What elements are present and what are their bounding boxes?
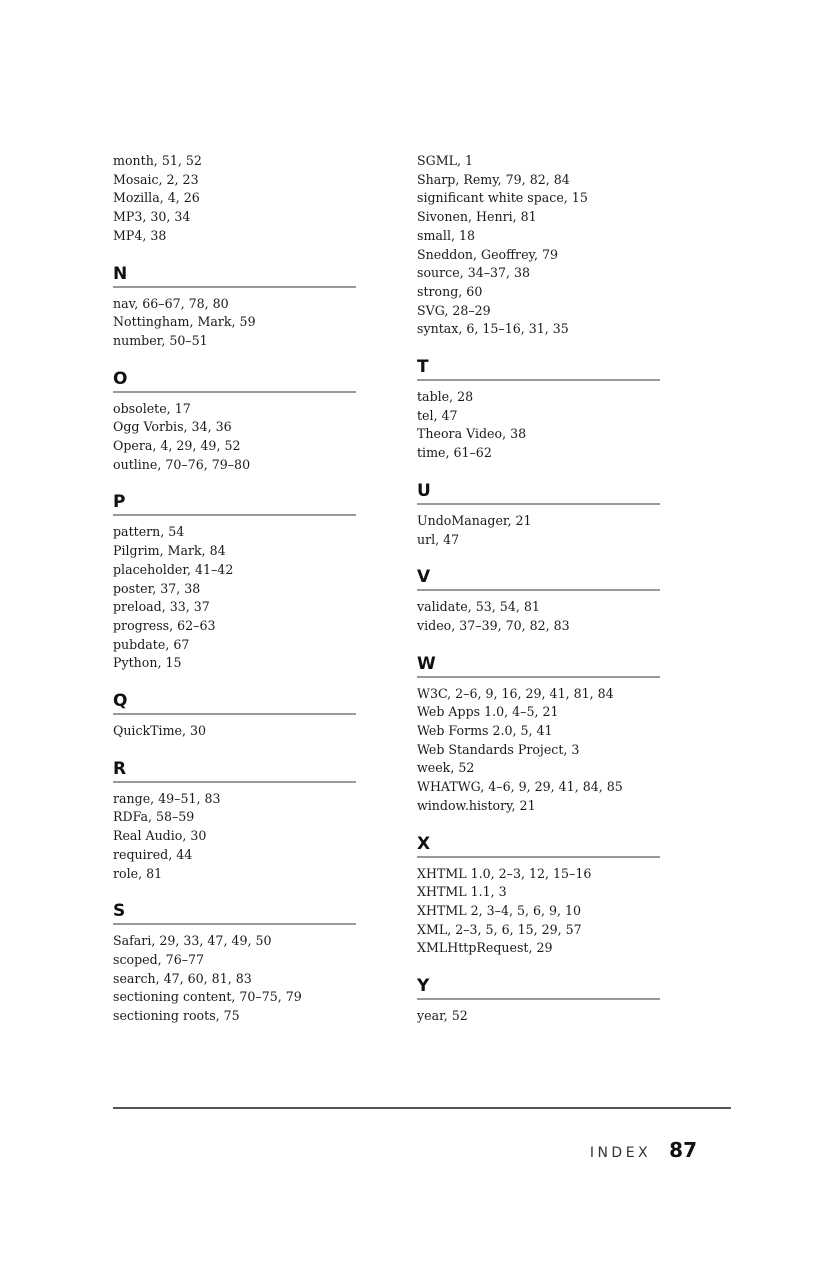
index-entry: SVG, 28–29 xyxy=(417,302,491,318)
index-entry: XML, 2–3, 5, 6, 15, 29, 57 xyxy=(417,921,582,937)
index-entry: year, 52 xyxy=(417,1008,468,1024)
index-column-right xyxy=(417,152,660,1026)
index-section-x xyxy=(417,833,660,959)
index-section-v xyxy=(417,566,660,635)
index-entry: Python, 15 xyxy=(113,655,182,671)
index-entry: sectioning roots, 75 xyxy=(113,1008,240,1024)
section-letter-heading: R xyxy=(113,758,356,783)
index-section-continued xyxy=(417,152,660,339)
section-letter-heading: P xyxy=(113,491,356,516)
section-letter-heading: W xyxy=(417,653,660,678)
index-entry: Web Standards Project, 3 xyxy=(417,741,580,757)
index-entry: Theora Video, 38 xyxy=(417,426,527,442)
index-entry: Ogg Vorbis, 34, 36 xyxy=(113,419,232,435)
index-entry: source, 34–37, 38 xyxy=(417,265,531,281)
index-entry: poster, 37, 38 xyxy=(113,580,201,596)
index-entry: role, 81 xyxy=(113,865,163,881)
index-entry: Pilgrim, Mark, 84 xyxy=(113,543,226,559)
index-entry: required, 44 xyxy=(113,846,193,862)
section-letter-heading: O xyxy=(113,368,356,393)
section-letter-heading: T xyxy=(417,356,660,381)
index-entry: outline, 70–76, 79–80 xyxy=(113,456,251,472)
footer-rule xyxy=(113,1107,731,1109)
index-entry: week, 52 xyxy=(417,760,475,776)
index-entry: scoped, 76–77 xyxy=(113,951,205,967)
index-section-n xyxy=(113,263,356,351)
index-section-r xyxy=(113,758,356,884)
index-entry: XHTML 2, 3–4, 5, 6, 9, 10 xyxy=(417,902,582,918)
index-entry: obsolete, 17 xyxy=(113,400,191,416)
index-entry: preload, 33, 37 xyxy=(113,599,210,615)
index-entry: url, 47 xyxy=(417,531,460,547)
index-entry: pattern, 54 xyxy=(113,524,185,540)
index-section-p xyxy=(113,491,356,673)
index-entry: pubdate, 67 xyxy=(113,636,190,652)
section-letter-heading: N xyxy=(113,263,356,288)
index-entry: Sivonen, Henri, 81 xyxy=(417,209,537,225)
index-entry: Nottingham, Mark, 59 xyxy=(113,314,256,330)
index-entry: XHTML 1.0, 2–3, 12, 15–16 xyxy=(417,865,592,881)
footer-section-label: INDEX xyxy=(589,1145,652,1161)
index-entry: MP3, 30, 34 xyxy=(113,209,191,225)
index-entry: QuickTime, 30 xyxy=(113,723,207,739)
index-entry: strong, 60 xyxy=(417,283,483,299)
index-entry: UndoManager, 21 xyxy=(417,512,532,528)
index-entry: progress, 62–63 xyxy=(113,617,216,633)
index-entry: nav, 66–67, 78, 80 xyxy=(113,295,229,311)
index-entry: time, 61–62 xyxy=(417,445,492,461)
index-entry: sectioning content, 70–75, 79 xyxy=(113,989,302,1005)
index-entry: Web Apps 1.0, 4–5, 21 xyxy=(417,704,559,720)
index-entry: window.history, 21 xyxy=(417,797,536,813)
index-entry: Web Forms 2.0, 5, 41 xyxy=(417,723,553,739)
index-entry: WHATWG, 4–6, 9, 29, 41, 84, 85 xyxy=(417,779,623,795)
section-letter-heading: Y xyxy=(417,975,660,1000)
index-entry: month, 51, 52 xyxy=(113,153,202,168)
index-entry: XHTML 1.1, 3 xyxy=(417,884,507,900)
index-entry: XMLHttpRequest, 29 xyxy=(417,940,553,956)
index-entry: video, 37–39, 70, 82, 83 xyxy=(417,617,570,633)
index-entry: validate, 53, 54, 81 xyxy=(417,599,540,615)
index-section-t xyxy=(417,356,660,463)
index-entry: small, 18 xyxy=(417,227,476,243)
index-section-o xyxy=(113,368,356,475)
index-entry: MP4, 38 xyxy=(113,227,167,243)
index-entry: placeholder, 41–42 xyxy=(113,561,234,577)
index-entry: tel, 47 xyxy=(417,407,458,423)
page-footer xyxy=(590,1138,697,1162)
page-number: 87 xyxy=(669,1138,697,1162)
section-letter-heading: V xyxy=(417,566,660,591)
index-entry: Opera, 4, 29, 49, 52 xyxy=(113,438,241,454)
index-entry: syntax, 6, 15–16, 31, 35 xyxy=(417,321,569,337)
index-entry: Mozilla, 4, 26 xyxy=(113,190,200,206)
index-entry: range, 49–51, 83 xyxy=(113,790,221,806)
index-entry: SGML, 1 xyxy=(417,153,473,168)
index-entry: RDFa, 58–59 xyxy=(113,809,195,825)
index-section-y xyxy=(417,975,660,1026)
index-section-w xyxy=(417,653,660,816)
index-entry: search, 47, 60, 81, 83 xyxy=(113,970,252,986)
index-section-s xyxy=(113,900,356,1026)
section-letter-heading: U xyxy=(417,480,660,505)
section-letter-heading: Q xyxy=(113,690,356,715)
index-column-left xyxy=(113,152,356,1026)
index-entry: significant white space, 15 xyxy=(417,190,588,206)
index-section-continued xyxy=(113,152,356,246)
index-entry: Sneddon, Geoffrey, 79 xyxy=(417,246,559,262)
index-entry: Sharp, Remy, 79, 82, 84 xyxy=(417,171,570,187)
index-entry: Mosaic, 2, 23 xyxy=(113,171,199,187)
section-letter-heading: X xyxy=(417,833,660,858)
index-entry: Real Audio, 30 xyxy=(113,828,207,844)
index-section-u xyxy=(417,480,660,549)
index-entry: table, 28 xyxy=(417,389,474,405)
index-entry: number, 50–51 xyxy=(113,332,208,348)
index-entry: Safari, 29, 33, 47, 49, 50 xyxy=(113,933,272,949)
index-section-q xyxy=(113,690,356,741)
index-entry: W3C, 2–6, 9, 16, 29, 41, 81, 84 xyxy=(417,685,614,701)
section-letter-heading: S xyxy=(113,900,356,925)
